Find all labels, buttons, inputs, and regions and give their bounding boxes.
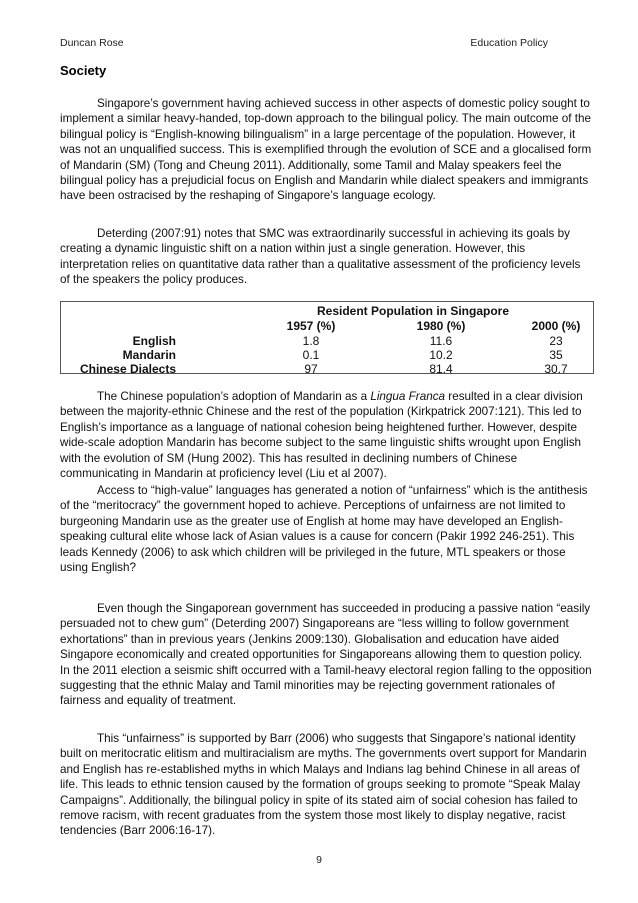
table-cell: 10.2 [429,348,453,362]
table-cell: 30.7 [544,362,568,376]
paragraph: Singapore’s government having achieved success in other aspects of domestic policy sought to implement a similar heavy-handed, top-down approach to the bilingual policy. The main outcome of the bilingual policy is “English-knowing bilingualism” in a large percentage of the population. However, it was not an unqualified success. This is exemplified through the evolution of SCE and a glocalised form of Mandarin (SM) (Tong and Cheung 2011). Additionally, some Tamil and Malay speakers feel the bilingual policy has a prejudicial focus on English and Mandarin while dialect speakers and immigrants have been ostracised by the reshaping of Singapore’s language ecology. [60,97,592,203]
column-header: 2000 (%) [531,319,581,333]
section-title: Society [60,63,107,78]
paragraph: The Chinese population’s adoption of Mandarin as a Lingua Franca resulted in a clear division between the majority-ethnic Chinese and the rest of the population (Kirkpatrick 2007:121). This led to English’s importance as a language of national cohesion being heightened further. However, despite wide-scale adoption Mandarin has become subject to the same linguistic shifts wrought upon English with the evolution of SM (Hung 2002). This has resulted in declining numbers of Chinese communicating in Mandarin at proficiency level (Liu et al 2007). [60,390,583,481]
paragraph: Access to “high-value” languages has generated a notion of “unfairness” which is the antithesis of the “meritocracy” the government hoped to achieve. Perceptions of unfairness are not limited to burgeoning Mandarin use as the greater use of English at home may have developed an English-speaking cultural elite whose lack of Asian values is a cause for concern (Pakir 1992 246-251). This leads Kennedy (2006) to ask which children will be privileged in the future, MTL speakers or those using English? [60,484,588,575]
population-table [60,301,594,374]
row-label: English [132,334,176,348]
row-label: Mandarin [122,348,176,362]
row-label: Chinese Dialects [79,362,176,376]
table-title: Resident Population in Singapore [316,304,509,318]
table-cell: 1.8 [302,334,320,348]
paragraph: Deterding (2007:91) notes that SMC was extraordinarily successful in achieving its goals by creating a dynamic linguistic shift on a nation within just a single generation. However, this interpretation relies on quantitative data rather than a qualitative assessment of the proficiency levels of the speakers the policy produces. [60,227,581,287]
table-cell: 35 [549,348,563,362]
table-cell: 97 [304,362,318,376]
header-title: Education Policy [470,37,548,49]
column-header: 1980 (%) [416,319,466,333]
paragraph: This “unfairness” is supported by Barr (2006) who suggests that Singapore’s national identity built on meritocratic elitism and multiracialism are myths. The governments overt support for Mandarin and English has re-established myths in which Malays and Indians lag behind Chinese in all areas of life. This leads to ethnic tension caused by the formation of groups seeking to promote “Speak Malay Campaigns”. Additionally, the bilingual policy in spite of its stated aim of social cohesion has failed to remove racism, with recent graduates from the system those most likely to display negative, racist tendencies (Barr 2006:16-17). [60,732,587,838]
italic-term: Lingua Franca [370,390,446,403]
table-cell: 23 [549,334,563,348]
paragraph: Even though the Singaporean government has succeeded in producing a passive nation “easily persuaded not to chew gum” (Deterding 2007) Singaporeans are “less willing to follow government exhortations” than in previous years (Jenkins 2009:130). Globalisation and education have aided Singapore economically and created opportunities for Singaporeans allowing them to question policy. In the 2011 election a seismic shift occurred with a Tamil-heavy electoral region falling to the opposition suggesting that the ethnic Malay and Tamil minorities may be rejecting government rationales of fairness and equality of treatment. [60,602,592,708]
header-author: Duncan Rose [60,37,124,49]
table-cell: 81.4 [429,362,453,376]
page-number: 9 [316,854,322,866]
table-cell: 0.1 [302,348,320,362]
column-header: 1957 (%) [286,319,336,333]
table-cell: 11.6 [429,334,453,348]
